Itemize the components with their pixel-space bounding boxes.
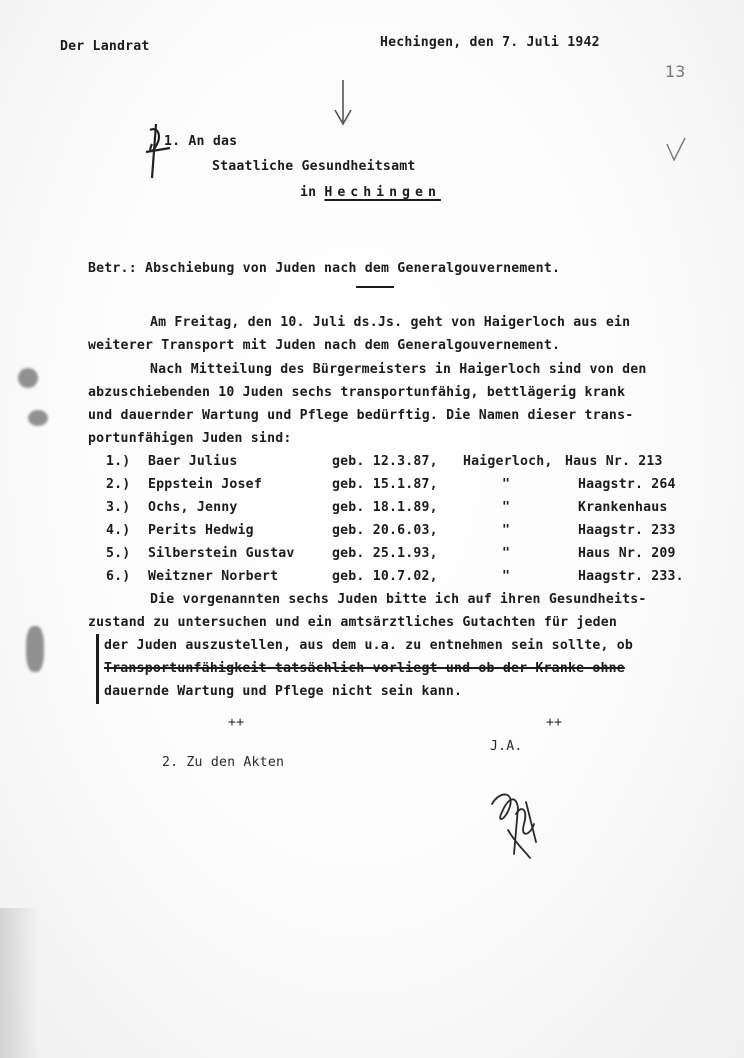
request-line: zustand zu untersuchen und ein amtsärztliches Gutachten für jeden [88, 615, 618, 630]
person-birth: geb. 10.7.02, [332, 569, 438, 584]
person-name: Ochs, Jenny [148, 500, 238, 515]
person-number: 6.) [106, 569, 131, 584]
person-address: Haagstr. 264 [578, 477, 676, 492]
person-address: Krankenhaus [578, 500, 668, 515]
person-name: Silberstein Gustav [148, 546, 295, 561]
punch-hole-mark [18, 368, 38, 388]
person-place: " [502, 500, 511, 515]
ja-abbreviation: J.A. [490, 739, 523, 754]
scan-edge-shadow [0, 908, 40, 1058]
margin-bar [96, 634, 99, 704]
address-line-1: 1. An das [164, 134, 238, 149]
person-address: Haus Nr. 213 [565, 454, 663, 469]
person-place: " [502, 546, 511, 561]
place-date: Hechingen, den 7. Juli 1942 [380, 35, 600, 50]
address-city: Hechingen [324, 185, 441, 200]
person-address: Haagstr. 233 [578, 523, 676, 538]
person-name: Baer Julius [148, 454, 238, 469]
person-birth: geb. 12.3.87, [332, 454, 438, 469]
check-mark [665, 136, 687, 164]
down-arrow-mark [330, 78, 356, 128]
address-line-3: in Hechingen [300, 185, 441, 200]
person-place: " [502, 523, 511, 538]
person-number: 5.) [106, 546, 131, 561]
person-number: 2.) [106, 477, 131, 492]
request-line-struck: Transportunfähigkeit tatsächlich vorliegt und ob der Kranke ohne [104, 661, 625, 676]
person-birth: geb. 20.6.03, [332, 523, 438, 538]
sender-line: Der Landrat [60, 39, 150, 54]
person-birth: geb. 18.1.89, [332, 500, 438, 515]
person-address: Haus Nr. 209 [578, 546, 676, 561]
person-place: Haigerloch, [463, 454, 553, 469]
file-instruction: 2. Zu den Akten [162, 755, 285, 770]
person-number: 4.) [106, 523, 131, 538]
request-line: der Juden auszustellen, aus dem u.a. zu entnehmen sein sollte, ob [104, 638, 634, 653]
body-line: abzuschiebenden 10 Juden sechs transportunfähig, bettlägerig krank [88, 385, 626, 400]
person-place: " [502, 569, 511, 584]
body-line: portunfähigen Juden sind: [88, 431, 292, 446]
subject-line: Betr.: Abschiebung von Juden nach dem Generalgouvernement. [88, 261, 561, 276]
body-line: und dauernder Wartung und Pflege bedürftig. Die Namen dieser trans- [88, 408, 634, 423]
body-line: weiterer Transport mit Juden nach dem Generalgouvernement. [88, 338, 561, 353]
page-number: 13 [665, 62, 686, 81]
body-line: Nach Mitteilung des Bürgermeisters in Haigerloch sind von den [150, 362, 647, 377]
punch-hole-mark [28, 410, 48, 426]
person-birth: geb. 25.1.93, [332, 546, 438, 561]
person-address: Haagstr. 233. [578, 569, 684, 584]
request-line: Die vorgenannten sechs Juden bitte ich auf ihren Gesundheits- [150, 592, 647, 607]
person-number: 1.) [106, 454, 131, 469]
subject-divider [356, 286, 394, 288]
punch-hole-mark [26, 626, 44, 672]
handwritten-mark [140, 122, 180, 180]
person-name: Eppstein Josef [148, 477, 262, 492]
person-number: 3.) [106, 500, 131, 515]
signature [486, 784, 546, 866]
person-name: Weitzner Norbert [148, 569, 279, 584]
person-birth: geb. 15.1.87, [332, 477, 438, 492]
mark-right: ++ [546, 715, 563, 730]
mark-left: ++ [228, 715, 245, 730]
request-line: dauernde Wartung und Pflege nicht sein kann. [104, 684, 463, 699]
body-line: Am Freitag, den 10. Juli ds.Js. geht von Haigerloch aus ein [150, 315, 631, 330]
address-line-2: Staatliche Gesundheitsamt [212, 159, 416, 174]
person-name: Perits Hedwig [148, 523, 254, 538]
person-place: " [502, 477, 511, 492]
